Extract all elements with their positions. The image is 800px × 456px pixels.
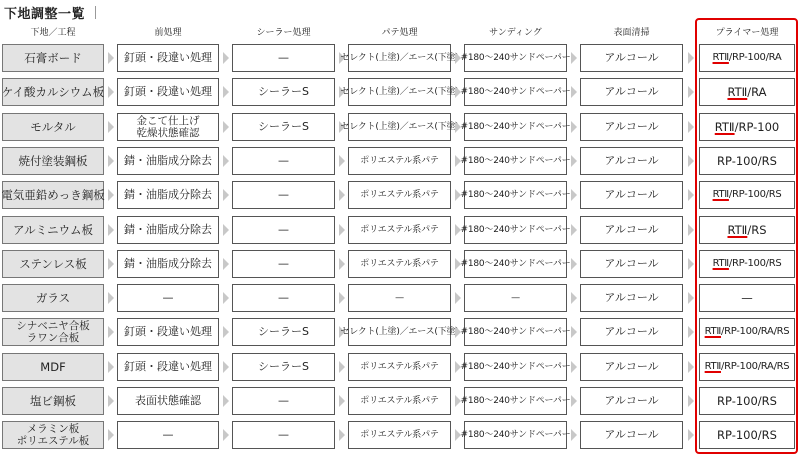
substrate-cell	[2, 353, 104, 381]
flow-arrow-icon	[223, 326, 229, 338]
flow-arrow-icon	[223, 155, 229, 167]
flow-arrow-icon	[688, 361, 694, 373]
flow-arrow-icon	[223, 224, 229, 236]
sealer-cell: —	[232, 44, 335, 72]
flow-arrow-icon	[455, 292, 461, 304]
flow-arrow-icon	[571, 52, 577, 64]
substrate-cell	[2, 181, 104, 209]
table-row	[0, 78, 800, 106]
sanding-cell: #180～240サンドペーパー	[464, 353, 567, 381]
putty-cell: セレクト(上塗)／エース(下塗)	[348, 318, 451, 346]
cleaning-cell: アルコール	[580, 113, 683, 141]
cleaning-cell: アルコール	[580, 284, 683, 312]
putty-cell: ポリエステル系パテ	[348, 387, 451, 415]
table-row	[0, 44, 800, 72]
flow-arrow-icon	[108, 429, 114, 441]
substrate-cell	[2, 387, 104, 415]
cell-line: ラワン合板	[26, 332, 80, 345]
sanding-cell: —	[464, 284, 567, 312]
flow-arrow-icon	[688, 429, 694, 441]
rt-ii-highlight: RTⅡ	[727, 222, 748, 237]
cell-line: モルタル	[30, 119, 76, 134]
pretreatment-cell	[117, 387, 219, 415]
pretreatment-cell	[117, 250, 219, 278]
flow-arrow-icon	[108, 258, 114, 270]
header-sanding: サンディング	[489, 28, 542, 38]
rt-ii-highlight: RTⅡ	[704, 360, 721, 372]
flow-arrow-icon	[571, 361, 577, 373]
flow-arrow-icon	[688, 86, 694, 98]
title-divider	[95, 6, 96, 19]
pretreatment-cell	[117, 44, 219, 72]
header-pretreatment: 前処理	[154, 28, 182, 38]
putty-cell: ポリエステル系パテ	[348, 250, 451, 278]
sealer-cell: シーラーS	[232, 78, 335, 106]
flow-arrow-icon	[339, 361, 345, 373]
substrate-cell	[2, 113, 104, 141]
flow-arrow-icon	[339, 189, 345, 201]
rt-ii-highlight: RTⅡ	[704, 326, 721, 338]
cell-line: ケイ酸カルシウム板	[1, 85, 105, 100]
rt-ii-highlight: RTⅡ	[712, 189, 729, 201]
table-row	[0, 318, 800, 346]
substrate-cell	[2, 78, 104, 106]
substrate-cell	[2, 44, 104, 72]
cell-line: 電気亜鉛めっき鋼板	[1, 188, 105, 203]
flow-arrow-icon	[571, 121, 577, 133]
sanding-cell: #180～240サンドペーパー	[464, 421, 567, 449]
flow-arrow-icon	[223, 121, 229, 133]
flow-arrow-icon	[571, 292, 577, 304]
pretreatment-cell	[117, 353, 219, 381]
flow-arrow-icon	[108, 121, 114, 133]
cell-line: 焼付塗装鋼板	[18, 153, 88, 168]
flow-arrow-icon	[688, 52, 694, 64]
flow-arrow-icon	[223, 292, 229, 304]
flow-arrow-icon	[688, 292, 694, 304]
putty-cell: ポリエステル系パテ	[348, 181, 451, 209]
flow-arrow-icon	[339, 395, 345, 407]
primer-text: /RP-100/RS	[728, 257, 782, 269]
cleaning-cell: アルコール	[580, 147, 683, 175]
flow-arrow-icon	[688, 224, 694, 236]
primer-text: /RP-100/RA	[728, 52, 782, 63]
flow-arrow-icon	[223, 52, 229, 64]
table-row	[0, 181, 800, 209]
putty-cell: ポリエステル系パテ	[348, 216, 451, 244]
primer-text: /RP-100	[734, 119, 780, 134]
primer-cell	[699, 353, 795, 381]
flow-arrow-icon	[108, 326, 114, 338]
pretreatment-cell	[117, 147, 219, 175]
table-row	[0, 147, 800, 175]
sanding-cell: #180～240サンドペーパー	[464, 181, 567, 209]
cell-line: アルミニウム板	[13, 222, 93, 237]
sealer-cell: —	[232, 284, 335, 312]
flow-arrow-icon	[571, 258, 577, 270]
pretreatment-cell	[117, 78, 219, 106]
primer-cell	[699, 181, 795, 209]
substrate-cell	[2, 147, 104, 175]
sanding-cell: #180～240サンドペーパー	[464, 147, 567, 175]
cell-line: ガラス	[35, 291, 71, 306]
primer-text: /RS	[747, 222, 767, 237]
header-putty: パテ処理	[381, 28, 418, 38]
sanding-cell: #180～240サンドペーパー	[464, 318, 567, 346]
cell-line: 錆・油脂成分除去	[124, 222, 212, 236]
cell-line: メラミン板	[26, 423, 80, 436]
page-title	[4, 2, 96, 22]
sanding-cell: #180～240サンドペーパー	[464, 387, 567, 415]
sealer-cell: —	[232, 421, 335, 449]
cell-line: シナベニヤ合板	[16, 320, 90, 333]
header-cleaning: 表面清掃	[613, 28, 650, 38]
cell-line: 錆・油脂成分除去	[124, 153, 212, 167]
putty-cell: —	[348, 284, 451, 312]
sealer-cell: —	[232, 387, 335, 415]
table-row	[0, 216, 800, 244]
cell-line: 錆・油脂成分除去	[124, 256, 212, 270]
sealer-cell: シーラーS	[232, 113, 335, 141]
sanding-cell: #180～240サンドペーパー	[464, 250, 567, 278]
sealer-cell: シーラーS	[232, 353, 335, 381]
cell-line: 石膏ボード	[24, 51, 82, 65]
page-title-text: 下地調整一覧	[4, 6, 86, 22]
cell-line: 釘頭・段違い処理	[124, 51, 212, 64]
primer-text: RP-100/RS	[717, 153, 777, 168]
cell-line: 錆・油脂成分除去	[124, 188, 212, 202]
substrate-cell	[2, 216, 104, 244]
flow-arrow-icon	[571, 224, 577, 236]
flow-arrow-icon	[223, 395, 229, 407]
substrate-cell	[2, 284, 104, 312]
flow-arrow-icon	[571, 395, 577, 407]
putty-cell: ポリエステル系パテ	[348, 147, 451, 175]
flow-arrow-icon	[571, 189, 577, 201]
cleaning-cell: アルコール	[580, 318, 683, 346]
cell-line: 釘頭・段違い処理	[124, 325, 212, 339]
primer-text: RP-100/RS	[717, 428, 777, 443]
sanding-cell: #180～240サンドペーパー	[464, 216, 567, 244]
pretreatment-cell	[117, 216, 219, 244]
primer-text: /RP-100/RA/RS	[721, 326, 790, 338]
table-row	[0, 113, 800, 141]
cleaning-cell: アルコール	[580, 250, 683, 278]
pretreatment-cell	[117, 181, 219, 209]
flow-arrow-icon	[339, 258, 345, 270]
cleaning-cell: アルコール	[580, 78, 683, 106]
cleaning-cell: アルコール	[580, 387, 683, 415]
flow-arrow-icon	[339, 292, 345, 304]
pretreatment-cell	[117, 284, 219, 312]
flow-arrow-icon	[688, 395, 694, 407]
sealer-cell: —	[232, 147, 335, 175]
flow-arrow-icon	[223, 258, 229, 270]
flow-arrow-icon	[223, 86, 229, 98]
primer-cell	[699, 44, 795, 72]
cleaning-cell: アルコール	[580, 181, 683, 209]
primer-cell	[699, 318, 795, 346]
cleaning-cell: アルコール	[580, 216, 683, 244]
table-row	[0, 387, 800, 415]
rt-ii-highlight: RTⅡ	[727, 85, 748, 100]
cell-line: —	[162, 291, 174, 305]
flow-arrow-icon	[108, 189, 114, 201]
primer-cell	[699, 147, 795, 175]
primer-cell	[699, 421, 795, 449]
flow-arrow-icon	[571, 326, 577, 338]
flow-arrow-icon	[571, 155, 577, 167]
flow-arrow-icon	[108, 361, 114, 373]
cell-line: —	[162, 428, 174, 442]
primer-cell	[699, 113, 795, 141]
rt-ii-highlight: RTⅡ	[714, 119, 735, 134]
flow-arrow-icon	[108, 292, 114, 304]
sealer-cell: —	[232, 216, 335, 244]
substrate-cell	[2, 318, 104, 346]
pretreatment-cell	[117, 318, 219, 346]
flow-arrow-icon	[339, 224, 345, 236]
flow-arrow-icon	[223, 429, 229, 441]
cell-line: MDF	[40, 359, 66, 374]
flow-arrow-icon	[108, 86, 114, 98]
flow-arrow-icon	[108, 155, 114, 167]
flow-arrow-icon	[571, 86, 577, 98]
header-substrate: 下地／工程	[30, 28, 76, 38]
primer-text: /RP-100/RS	[728, 189, 782, 201]
putty-cell: ポリエステル系パテ	[348, 353, 451, 381]
flow-arrow-icon	[108, 52, 114, 64]
cell-line: 乾燥状態確認	[136, 126, 200, 139]
pretreatment-cell	[117, 113, 219, 141]
substrate-cell	[2, 421, 104, 449]
table-row	[0, 284, 800, 312]
flow-arrow-icon	[688, 121, 694, 133]
table-row	[0, 250, 800, 278]
flow-arrow-icon	[108, 224, 114, 236]
rt-ii-highlight: RTⅡ	[712, 257, 729, 269]
primer-cell	[699, 284, 795, 312]
header-primer: プライマー処理	[715, 28, 779, 38]
putty-cell: セレクト(上塗)／エース(下塗)	[348, 113, 451, 141]
flow-arrow-icon	[571, 429, 577, 441]
pretreatment-cell	[117, 421, 219, 449]
cell-line: ポリエステル板	[16, 435, 90, 448]
table-row	[0, 421, 800, 449]
substrate-cell	[2, 250, 104, 278]
flow-arrow-icon	[223, 361, 229, 373]
sanding-cell: #180～240サンドペーパー	[464, 78, 567, 106]
putty-cell: セレクト(上塗)／エース(下塗)	[348, 78, 451, 106]
sealer-cell: —	[232, 250, 335, 278]
header-sealer: シーラー処理	[256, 28, 311, 38]
primer-text: /RP-100/RA/RS	[721, 360, 790, 372]
flow-arrow-icon	[108, 395, 114, 407]
table-row	[0, 353, 800, 381]
cleaning-cell: アルコール	[580, 421, 683, 449]
primer-text: —	[741, 291, 753, 306]
primer-cell	[699, 216, 795, 244]
cleaning-cell: アルコール	[580, 44, 683, 72]
primer-cell	[699, 250, 795, 278]
flow-arrow-icon	[688, 326, 694, 338]
flow-arrow-icon	[688, 189, 694, 201]
sanding-cell: #180～240サンドペーパー	[464, 113, 567, 141]
primer-text: /RA	[747, 85, 767, 100]
sealer-cell: —	[232, 181, 335, 209]
flow-arrow-icon	[223, 189, 229, 201]
rt-ii-highlight: RTⅡ	[712, 52, 729, 63]
primer-cell	[699, 387, 795, 415]
flow-arrow-icon	[688, 155, 694, 167]
flow-arrow-icon	[688, 258, 694, 270]
putty-cell: セレクト(上塗)／エース(下塗)	[348, 44, 451, 72]
cell-line: 釘頭・段違い処理	[124, 85, 212, 99]
cell-line: ステンレス板	[19, 256, 87, 271]
putty-cell: ポリエステル系パテ	[348, 421, 451, 449]
cleaning-cell: アルコール	[580, 353, 683, 381]
flow-arrow-icon	[339, 429, 345, 441]
cell-line: 釘頭・段違い処理	[124, 359, 212, 373]
cell-line: 塩ビ鋼板	[30, 394, 76, 408]
primer-cell	[699, 78, 795, 106]
flow-arrow-icon	[339, 155, 345, 167]
cell-line: 表面状態確認	[135, 394, 201, 407]
sealer-cell: シーラーS	[232, 318, 335, 346]
cell-line: 金こて仕上げ	[136, 114, 200, 127]
primer-text: RP-100/RS	[717, 394, 777, 408]
sanding-cell: #180～240サンドペーパー	[464, 44, 567, 72]
